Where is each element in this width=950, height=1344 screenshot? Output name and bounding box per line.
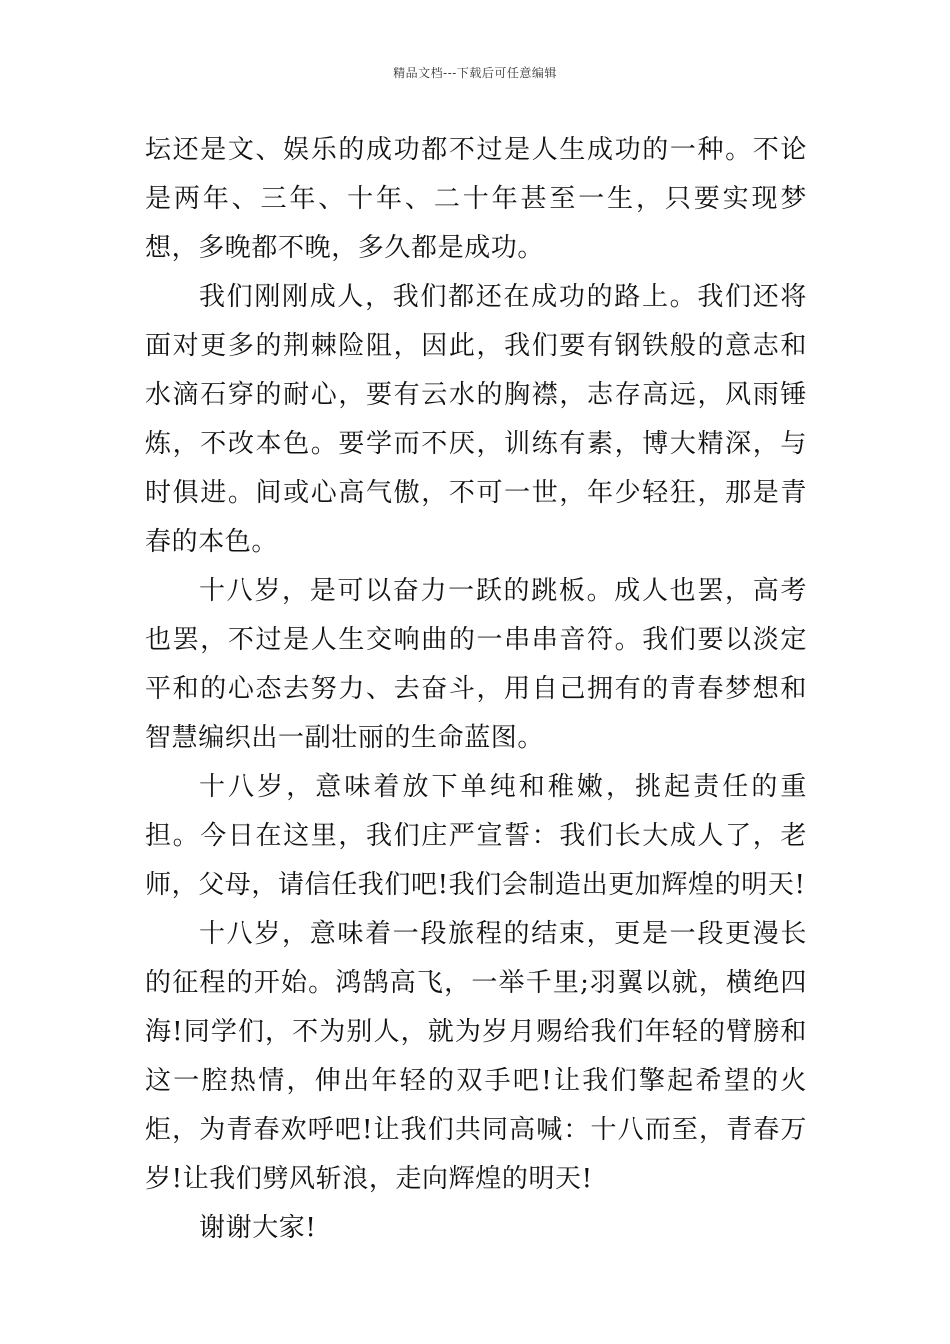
page-header: 精品文档---下载后可任意编辑	[393, 66, 557, 80]
paragraph-3: 十八岁，是可以奋力一跃的跳板。成人也罢，高考也罢，不过是人生交响曲的一串串音符。我们要以淡定平和的心态去努力、去奋斗，用自己拥有的青春梦想和智慧编织出一副壮丽的生命蓝图。	[145, 576, 807, 753]
paragraph-5: 十八岁，意味着一段旅程的结束，更是一段更漫长的征程的开始。鸿鹄高飞，一举千里;羽翼以就，横绝四海!同学们，不为别人，就为岁月赐给我们年轻的臂膀和这一腔热情，伸出年轻的双手吧!让我们擎起希望的火炬，为青春欢呼吧!让我们共同高喊：十八而至，青春万岁!让我们劈风斩浪，走向辉煌的明天!	[145, 919, 807, 1194]
paragraph-2: 我们刚刚成人，我们都还在成功的路上。我们还将面对更多的荆棘险阻，因此，我们要有钢铁般的意志和水滴石穿的耐心，要有云水的胸襟，志存高远，风雨锤炼，不改本色。要学而不厌，训练有素，博大精深，与时俱进。间或心高气傲，不可一世，年少轻狂，那是青春的本色。	[145, 282, 807, 557]
paragraph-4: 十八岁，意味着放下单纯和稚嫩，挑起责任的重担。今日在这里，我们庄严宣誓：我们长大成人了，老师，父母，请信任我们吧!我们会制造出更加辉煌的明天!	[145, 772, 807, 900]
paragraph-1: 坛还是文、娱乐的成功都不过是人生成功的一种。不论是两年、三年、十年、二十年甚至一生，只要实现梦想，多晚都不晚，多久都是成功。	[145, 135, 807, 263]
document-body	[145, 126, 807, 1253]
paragraph-6: 谢谢大家!	[199, 1213, 317, 1243]
